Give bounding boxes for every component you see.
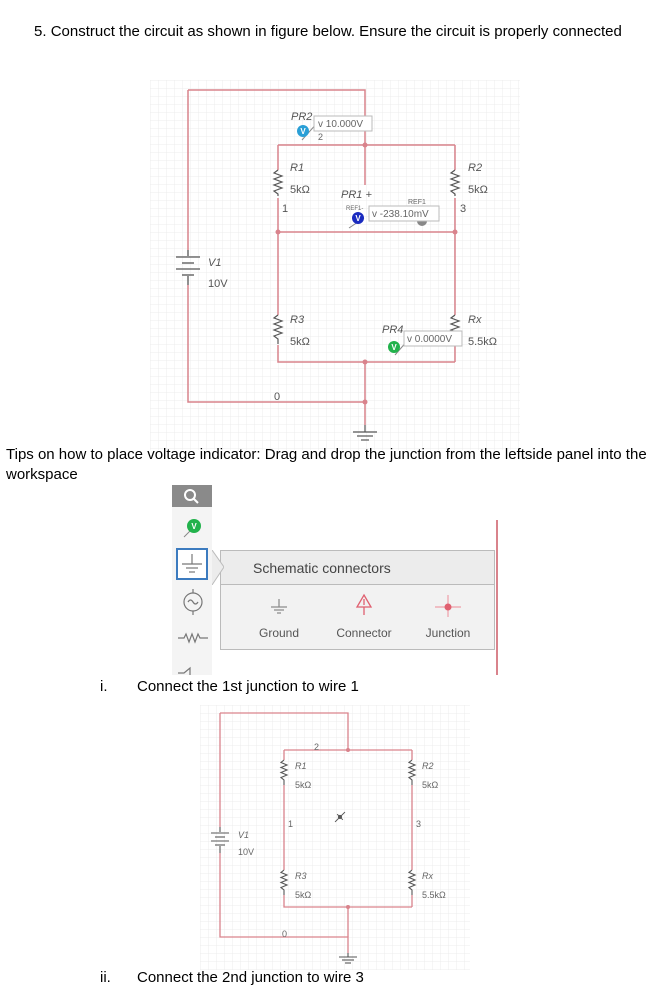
circuit-figure-1 [150,80,520,450]
pr1-name: PR1 + [341,189,372,201]
junction-item[interactable] [413,593,483,648]
v1-name: V1 [208,257,222,269]
search-icon [172,485,212,507]
node-0-label: 0 [274,391,281,403]
junction-dot [346,748,350,752]
r1-value: 5kΩ [290,184,310,196]
v1-value-2: 10V [238,847,255,857]
node-3-label: 3 [460,203,467,215]
pr1-reading: v -238.10mV [372,209,429,220]
connector-label: Connector [336,626,392,640]
pr4-name: PR4 [382,324,404,336]
ground-label: Ground [258,626,300,640]
pr2-name: PR2 [291,111,313,123]
r2-value-2: 5kΩ [422,780,439,790]
rx-value: 5.5kΩ [468,336,498,348]
item-i-text: Connect the 1st junction to wire 1 [137,678,359,695]
node-1-label-2: 1 [288,819,294,829]
junction-label: Junction [425,626,471,640]
r1-name-2: R1 [295,761,307,771]
r3-name-2: R3 [295,871,307,881]
resistor-tool-icon[interactable] [178,631,208,645]
v1-value: 10V [208,278,228,290]
r2-value: 5kΩ [468,184,488,196]
junction-dot [363,400,368,405]
item-i-number: i. [100,678,108,695]
step-text: Construct the circuit as shown in figure below. Ensure the circuit is properly connected [50,23,622,40]
junction-dot [453,230,458,235]
pr4-reading: v 0.0000V [407,334,453,345]
r1-value-2: 5kΩ [295,780,312,790]
tips-paragraph: Tips on how to place voltage indicator: Drag and drop the junction from the leftside panel into the workspace [6,446,647,483]
ground-item[interactable] [249,593,309,648]
r2-name: R2 [468,162,483,174]
connector-icon [329,593,399,619]
node-2-label-2: 2 [314,742,320,752]
node-1-label: 1 [282,203,289,215]
search-button[interactable] [172,485,212,507]
connectors-tool-button[interactable] [176,548,208,580]
svg-text:V: V [300,127,306,136]
node-0-label-2: 0 [282,929,288,939]
r3-name: R3 [290,314,305,326]
r3-value-2: 5kΩ [295,890,312,900]
svg-text:V: V [191,522,197,531]
item-ii-number: ii. [100,969,111,986]
pr1-ref: REF1- [346,206,364,212]
svg-text:V: V [355,214,361,223]
v1-name-2: V1 [238,830,250,840]
rx-name: Rx [468,314,482,326]
diode-tool-icon[interactable] [178,665,198,675]
item-ii-text: Connect the 2nd junction to wire 3 [137,969,364,986]
popup-body [220,585,495,650]
popup-header [220,550,495,585]
junction-icon [413,593,483,619]
popup-title: Schematic connectors [253,560,391,576]
circuit-figure-2 [200,705,470,970]
pr2-reading: v 10.000V [318,119,364,130]
ground-connector-icon [178,550,206,578]
ground-icon [249,593,309,619]
ref1-label: REF1 [408,199,426,206]
voltage-probe-tool-icon[interactable] [180,515,206,541]
r3-value: 5kΩ [290,336,310,348]
junction-dot [363,360,368,365]
svg-text:V: V [391,343,397,352]
popup-pointer [212,550,224,585]
r1-name: R1 [290,162,305,174]
node-2-label: 2 [318,132,324,142]
component-panel-screenshot [172,485,502,675]
junction-dot [346,905,350,909]
rx-name-2: Rx [422,871,433,881]
step-number: 5. [34,23,47,40]
node-3-label-2: 3 [416,819,422,829]
workspace-wire [496,520,498,675]
connector-item[interactable] [329,593,399,648]
step-5-instruction [34,22,649,42]
rx-value-2: 5.5kΩ [422,890,446,900]
ac-source-tool-icon[interactable] [180,589,206,615]
junction-dot [276,230,281,235]
junction-dot [363,143,368,148]
r2-name-2: R2 [422,761,434,771]
